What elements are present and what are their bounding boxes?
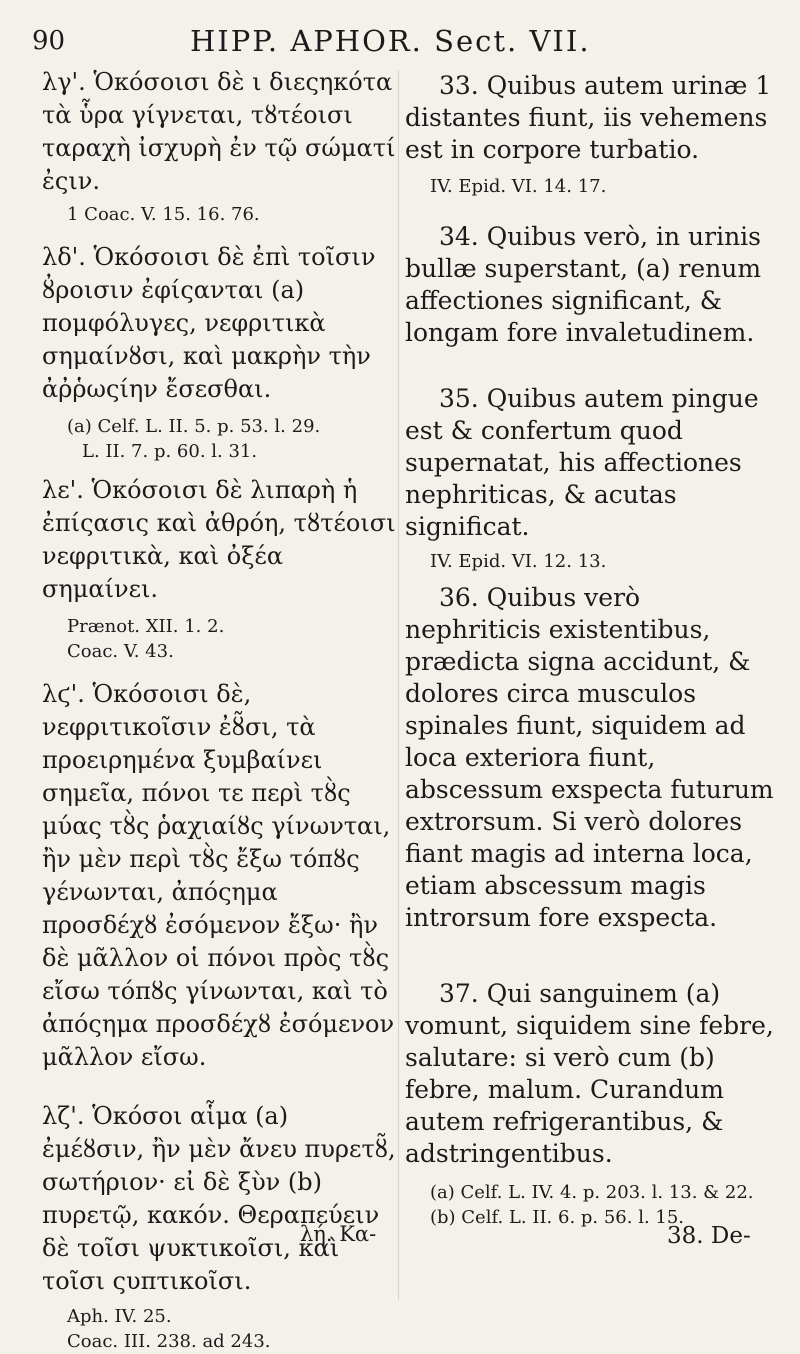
latin-aphorism-37: 37. Qui sanguinem (a) vomunt, siquidem sine febre, salutare: si verò cum (b) febre, malum. Curandum autem refrigerantibus, & adstringentibus. [405,979,774,1168]
latin-aphorism-35: 35. Quibus autem pingue est & confertum quod supernatat, his affectiones nephriticas, & acutas significat. [405,384,759,541]
reference-35a: Prænot. XII. 1. 2. [67,616,225,637]
catchword-right: 38. De- [667,1223,751,1249]
greek-aphorism-35: λε'. Ὁκόσοισι δὲ λιπαρὴ ἡ ἐπίςασις καὶ ἀθρόη, τȣτέοισι νεφριτικὰ, καὶ ὀξέα σημαίνει. [42,476,396,603]
reference-33: 1 Coac. V. 15. 16. 76. [67,204,260,225]
catchword-left: λή. Κα- [300,1222,377,1246]
reference-34b: L. II. 7. p. 60. l. 31. [82,441,258,462]
reference-37a: Aph. IV. 25. [67,1306,172,1327]
latin-aphorism-34: 34. Quibus verò, in urinis bullæ superstant, (a) renum affectiones significant, & longam fore invaletudinem. [405,222,762,347]
page-seam [398,70,399,1300]
reference-r37b: (b) Celf. L. II. 6. p. 56. l. 15. [430,1207,685,1228]
reference-35b: Coac. V. 43. [67,641,174,662]
reference-r35: IV. Epid. VI. 12. 13. [430,551,607,572]
greek-aphorism-36: λϛ'. Ὁκόσοισι δὲ, νεφριτικοῖσιν ἐȣ̃σι, τὰ προειρημένα ξυμβαίνει σημεῖα, πόνοι τε περὶ τȣ̀ς μύας τȣ̀ς ῥαχιαίȣς γίνωνται, ἢν μὲν περὶ τȣ̀ς ἔξω τόπȣς γένωνται, ἀπόςημα προσδέχȣ ἐσόμενον ἔξω· ἢν δὲ μᾶλλον οἱ πόνοι πρὸς τȣ̀ς εἴσω τόπȣς γίνωνται, καὶ τὸ ἀπόςημα προσδέχȣ ἐσόμενον μᾶλλον εἴσω. [42,680,395,1071]
reference-34a: (a) Celf. L. II. 5. p. 53. l. 29. [67,416,321,437]
latin-aphorism-36: 36. Quibus verò nephriticis existentibus, prædicta signa accidunt, & dolores circa musculos spinales fiunt, siquidem ad loca exteriora fiunt, abscessum exspecta futurum extrorsum. Si verò dolores fiant magis ad interna loca, etiam abscessum magis introrsum fore exspecta. [405,583,774,932]
reference-r37a: (a) Celf. L. IV. 4. p. 203. l. 13. & 22. [430,1182,754,1203]
greek-aphorism-37: λζ'. Ὁκόσοι αἷμα (a) ἐμέȣσιν, ἢν μὲν ἄνευ πυρετȣ̃, σωτήριον· εἰ δὲ ξὺν (b) πυρετῷ, κακόν. Θεραπεύειν δὲ τοῖσι ψυκτικοῖσι, καὶ τοῖσι ςυπτικοῖσι. [42,1102,396,1295]
greek-column [42,62,397,1354]
latin-aphorism-33: 33. Quibus autem urinæ 1 distantes fiunt, iis vehemens est in corpore turbatio. [405,71,772,164]
page-header [30,18,770,58]
running-title: HIPP. APHOR. Sect. VII. [190,24,591,58]
page-number: 90 [32,26,66,56]
reference-37b: Coac. III. 238. ad 243. [67,1331,271,1352]
greek-aphorism-34: λδ'. Ὁκόσοισι δὲ ἐπὶ τοῖσιν ȣ̓ροισιν ἐφίςανται (a) πομφόλυγες, νεφριτικὰ σημαίνȣσι, καὶ μακρὴν τὴν ἀῤῥωςίην ἔσεσθαι. [42,243,376,403]
latin-column [405,62,777,1230]
reference-r33: IV. Epid. VI. 14. 17. [430,176,607,197]
greek-aphorism-33: λγ'. Ὁκόσοισι δὲ ι διεςηκότα τὰ ὗρα γίγνεται, τȣτέοισι ταραχὴ ἰσχυρὴ ἐν τῷ σώματί ἐςιν. [42,68,396,195]
